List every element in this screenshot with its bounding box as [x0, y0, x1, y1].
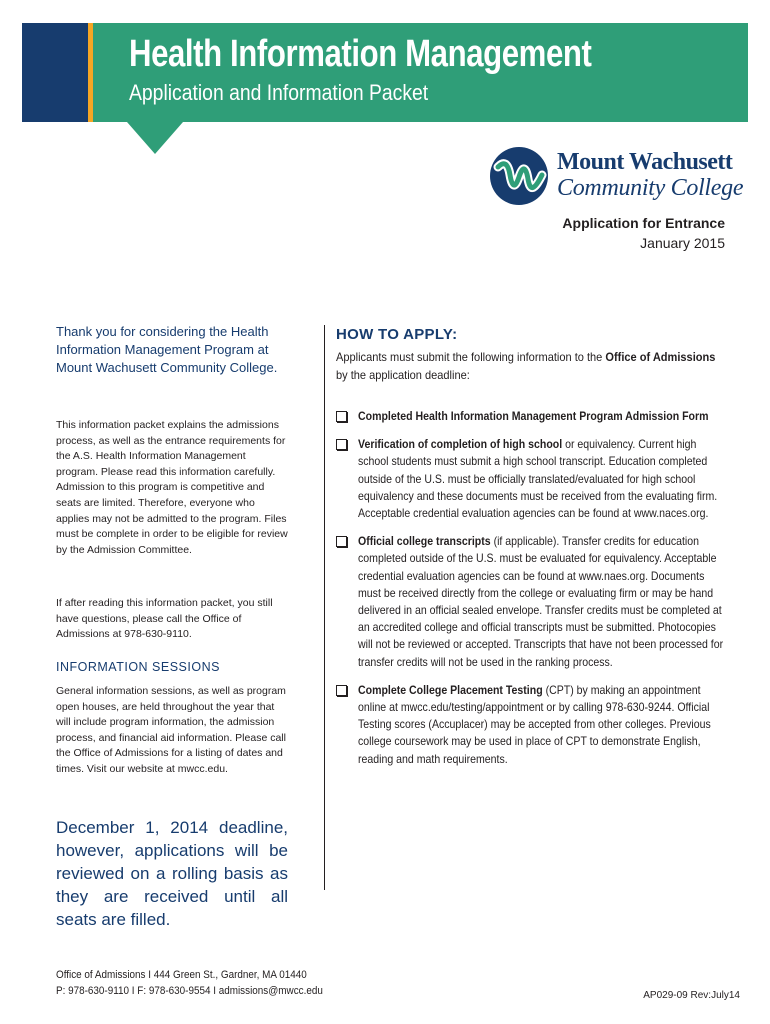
- banner-pointer: [127, 122, 183, 154]
- item-title: Completed Health Information Management Program Admission Form: [358, 409, 709, 423]
- college-logo: [488, 145, 744, 207]
- intro-office: Office of Admissions: [605, 350, 716, 364]
- checkbox-icon: [336, 685, 347, 696]
- entrance-label: Application for Entrance: [562, 215, 725, 231]
- page-subtitle: Application and Information Packet: [129, 80, 429, 105]
- item-title: Complete College Placement Testing: [358, 682, 543, 697]
- banner-navy-block: [22, 23, 88, 122]
- how-to-apply-intro: [336, 348, 722, 384]
- logo-name-line1: Mount Wachusett: [557, 149, 733, 175]
- header-banner: [22, 23, 748, 122]
- packet-explanation: This information packet explains the admissions process, as well as the entrance requirements for the A.S. Health Information Management program. Please read this information carefully. Admission to this program is competitive and seats are limited. Therefore, everyone who applies may not be admitted to the program. Files must be complete in order to be eligible for review by the Admission Committee.: [56, 419, 288, 556]
- contact-paragraph: If after reading this information packet, you still have questions, please call the Office of Admissions at 978-630-9110.: [56, 597, 273, 641]
- deadline-callout: December 1, 2014 deadline, however, applications will be reviewed on a rolling basis as they are received until all seats are filled.: [56, 818, 288, 929]
- info-sessions-text: General information sessions, as well as program open houses, are held throughout the year that will include program information, the admission process, and financial aid information. Please call the Office of Admissions for a listing of dates and times. Visit our website at mwcc.edu.: [56, 685, 286, 775]
- checkbox-icon: [336, 411, 347, 422]
- item-text: or equivalency. Current high school students must submit a high school transcript. Education completed outside of the U.S. must be officially translated/evaluated for high school equivalency and these documents must be received from the evaluating firm. Acceptable credential evaluation agencies can be found at www.naces.org.: [358, 437, 718, 521]
- list-item: [336, 408, 728, 425]
- intro-post: by the application deadline:: [336, 368, 470, 382]
- list-item: [336, 436, 728, 522]
- item-title: Official college transcripts: [358, 534, 491, 549]
- entrance-date: January 2015: [640, 235, 725, 251]
- requirements-list: [336, 408, 728, 768]
- column-divider: [324, 325, 325, 890]
- intro-text: Thank you for considering the Health Information Management Program at Mount Wachusett Community College.: [56, 324, 278, 375]
- item-text: (CPT) by making an appointment online at mwcc.edu/testing/appointment or by calling 978-630-9244. Official Testing scores (Accuplacer) may be accepted from other colleges. Previous college coursework may be used in place of CPT to demonstrate English, reading and math requirements.: [358, 682, 711, 766]
- logo-name-line2: Community College: [557, 175, 744, 201]
- footer-phone-email: P: 978-630-9110 I F: 978-630-9554 I admissions@mwcc.edu: [56, 985, 323, 997]
- info-sessions-heading: INFORMATION SESSIONS: [56, 660, 220, 674]
- intro-pre: Applicants must submit the following information to the: [336, 350, 606, 364]
- checkbox-icon: [336, 439, 347, 450]
- application-entrance: [562, 213, 725, 253]
- item-title: Verification of completion of high school: [358, 437, 563, 452]
- revision-code: AP029-09 Rev:July14: [643, 990, 740, 1001]
- footer-contact: [56, 967, 323, 999]
- list-item: [336, 682, 728, 768]
- list-item: [336, 533, 728, 671]
- footer-address: Office of Admissions I 444 Green St., Gardner, MA 01440: [56, 969, 307, 981]
- mwcc-logo-icon: [488, 145, 550, 207]
- checkbox-icon: [336, 536, 347, 547]
- how-to-apply-heading: HOW TO APPLY:: [336, 326, 458, 343]
- item-text: (if applicable). Transfer credits for education completed outside of the U.S. must be evaluated for equivalency. Acceptable credential evaluation agencies can be found at www.naes.org. Documents must be received directly from the college or evaluating firm or may be hand delivered in an official sealed envelope. Transfer credits must be completed at an accredited college and official transcripts must be submitted. Photocopies will not be reviewed or accepted. Transcripts that have not been processed for transfer credits will not be used in the ranking process.: [358, 534, 724, 669]
- page-title: Health Information Management: [129, 33, 592, 75]
